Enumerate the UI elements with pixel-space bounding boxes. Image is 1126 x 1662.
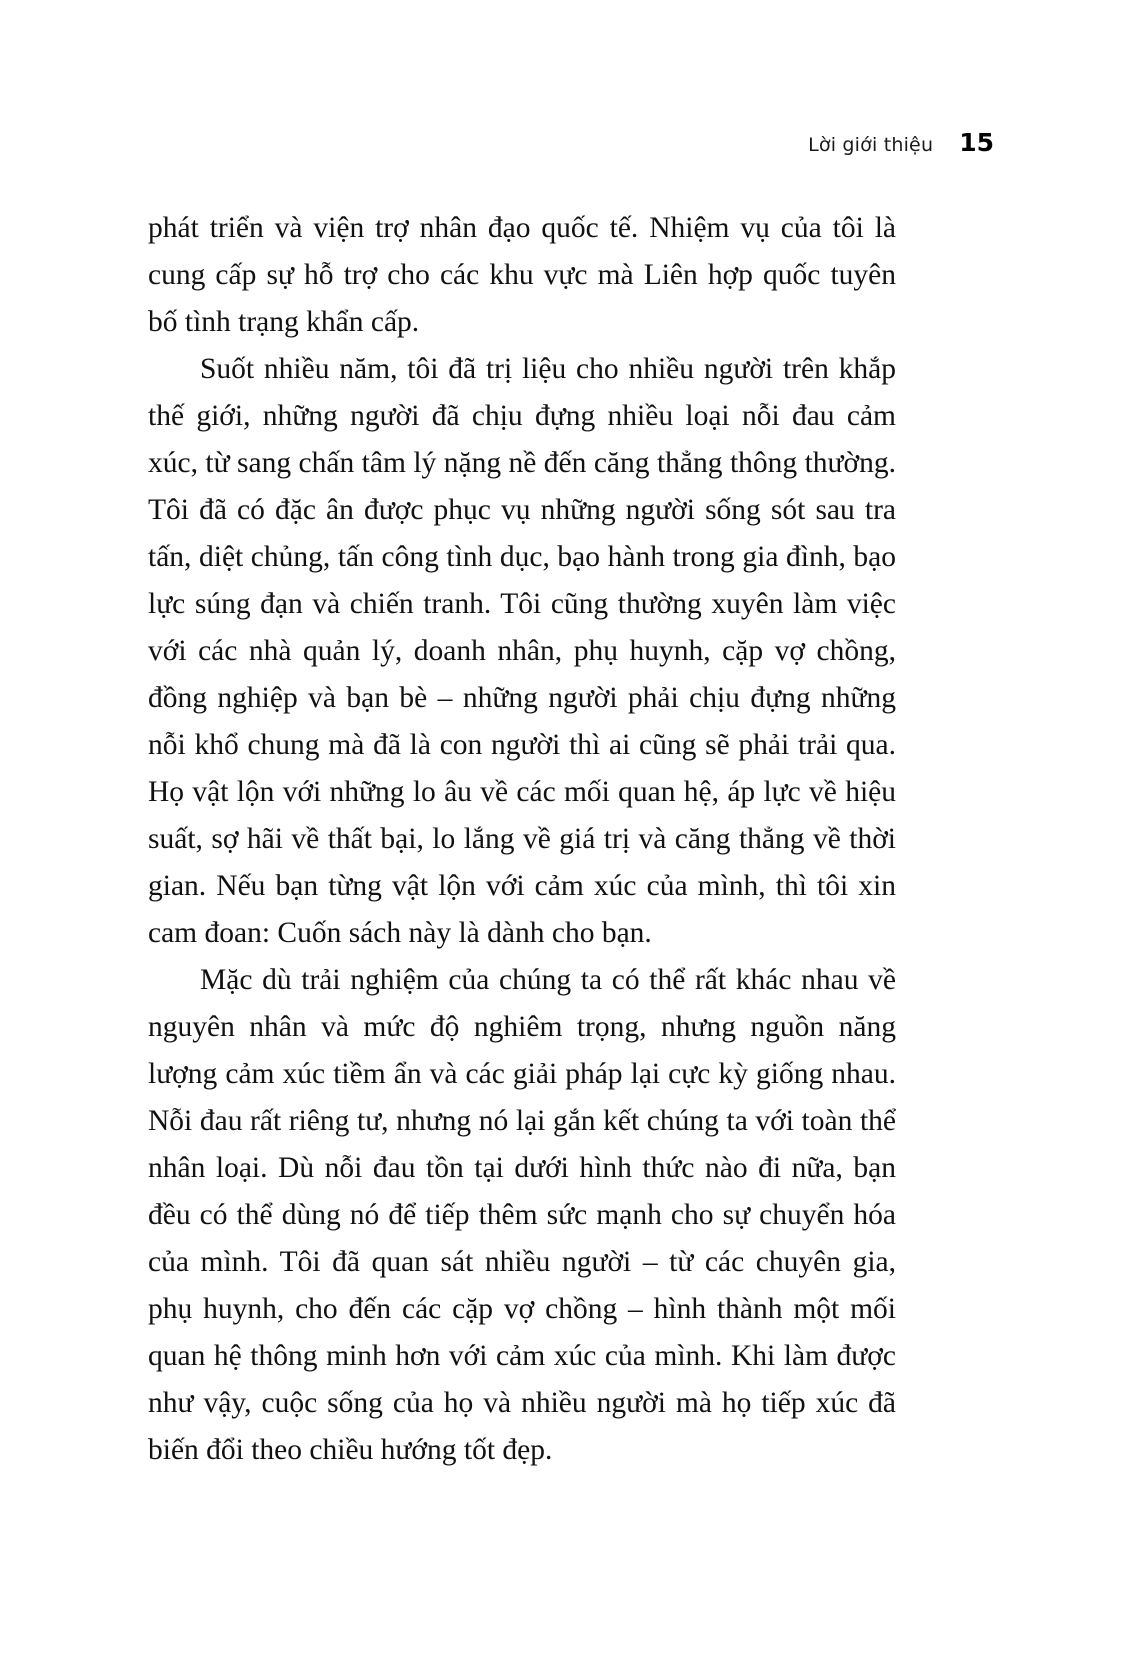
page-number: 15 — [959, 128, 994, 157]
paragraph: Suốt nhiều năm, tôi đã trị liệu cho nhiều người trên khắp thế giới, những người đã chịu đựng nhiều loại nỗi đau cảm xúc, từ sang chấn tâm lý nặng nề đến căng thẳng thông thường. Tôi đã có đặc ân được phục vụ những người sống sót sau tra tấn, diệt chủng, tấn công tình dục, bạo hành trong gia đình, bạo lực súng đạn và chiến tranh. Tôi cũng thường xuyên làm việc với các nhà quản lý, doanh nhân, phụ huynh, cặp vợ chồng, đồng nghiệp và bạn bè – những người phải chịu đựng những nỗi khổ chung mà đã là con người thì ai cũng sẽ phải trải qua. Họ vật lộn với những lo âu về các mối quan hệ, áp lực về hiệu suất, sợ hãi về thất bại, lo lắng về giá trị và căng thẳng về thời gian. Nếu bạn từng vật lộn với cảm xúc của mình, thì tôi xin cam đoan: Cuốn sách này là dành cho bạn. — [148, 353, 896, 949]
paragraph: phát triển và viện trợ nhân đạo quốc tế. Nhiệm vụ của tôi là cung cấp sự hỗ trợ cho các khu vực mà Liên hợp quốc tuyên bố tình trạng khẩn cấp. — [148, 212, 896, 338]
body-text — [148, 205, 896, 1474]
running-head — [808, 128, 994, 157]
chapter-title: Lời giới thiệu — [808, 134, 934, 156]
paragraph: Mặc dù trải nghiệm của chúng ta có thể rất khác nhau về nguyên nhân và mức độ nghiêm trọng, nhưng nguồn năng lượng cảm xúc tiềm ẩn và các giải pháp lại cực kỳ giống nhau. Nỗi đau rất riêng tư, nhưng nó lại gắn kết chúng ta với toàn thể nhân loại. Dù nỗi đau tồn tại dưới hình thức nào đi nữa, bạn đều có thể dùng nó để tiếp thêm sức mạnh cho sự chuyển hóa của mình. Tôi đã quan sát nhiều người – từ các chuyên gia, phụ huynh, cho đến các cặp vợ chồng – hình thành một mối quan hệ thông minh hơn với cảm xúc của mình. Khi làm được như vậy, cuộc sống của họ và nhiều người mà họ tiếp xúc đã biến đổi theo chiều hướng tốt đẹp. — [148, 964, 896, 1466]
